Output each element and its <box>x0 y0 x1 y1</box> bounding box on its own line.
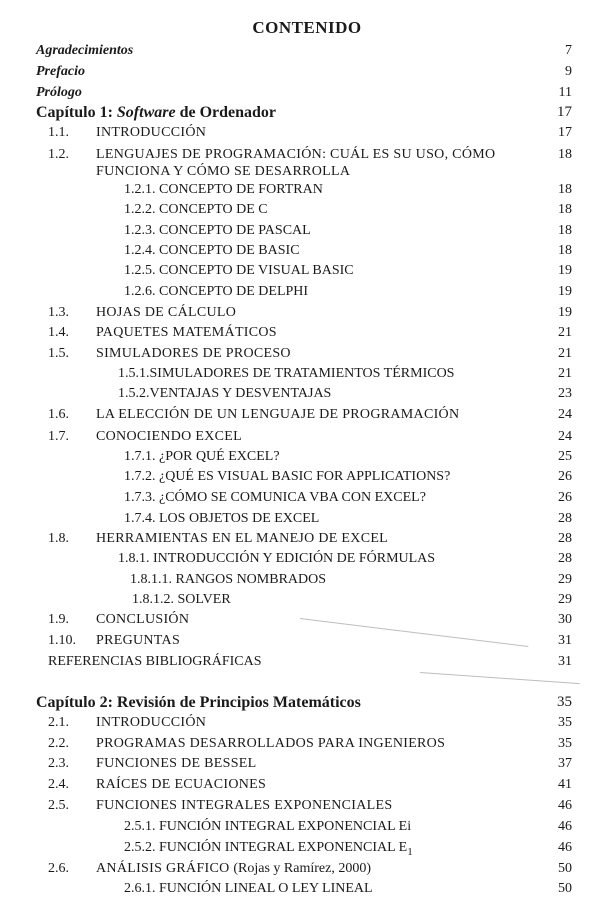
section-text: CONCLUSIÓN <box>96 612 190 627</box>
toc-entry-text: Agradecimientos <box>36 43 134 58</box>
toc-page-number: 46 <box>558 819 572 834</box>
toc-page-number: 19 <box>558 263 572 278</box>
subsection-text: 1.2.6. CONCEPTO DE DELPHI <box>124 284 309 299</box>
chapter-heading: Capítulo 2: Revisión de Principios Matemáticos <box>36 694 361 711</box>
toc-page-number: 28 <box>558 511 572 526</box>
subsection-text: 1.2.5. CONCEPTO DE VISUAL BASIC <box>124 263 354 278</box>
section-text: RAÍCES DE ECUACIONES <box>96 777 267 792</box>
toc-page-number: 41 <box>558 777 572 792</box>
section-text: PREGUNTAS <box>96 633 181 648</box>
toc-page-number: 24 <box>558 407 572 422</box>
section-text: LENGUAJES DE PROGRAMACIÓN: CUÁL ES SU USO, CÓMO <box>96 147 496 162</box>
subsection-text: 1.7.1. ¿POR QUÉ EXCEL? <box>124 449 280 464</box>
toc-page-number: 28 <box>558 551 572 566</box>
toc-page-number: 11 <box>558 85 572 100</box>
toc-page-number: 35 <box>558 715 572 730</box>
section-number: 1.7. <box>48 429 69 444</box>
subsubsection-text: 1.8.1.1. RANGOS NOMBRADOS <box>130 572 327 587</box>
toc-page-number: 18 <box>558 202 572 217</box>
toc-page-number: 26 <box>558 469 572 484</box>
toc-page-number: 28 <box>558 531 572 546</box>
toc-page-number: 21 <box>558 346 572 361</box>
subsection-text: 1.2.4. CONCEPTO DE BASIC <box>124 243 300 258</box>
section-number: 1.5. <box>48 346 69 361</box>
subsection-text: 1.8.1. INTRODUCCIÓN Y EDICIÓN DE FÓRMULAS <box>118 551 436 566</box>
toc-page-number: 30 <box>558 612 572 627</box>
toc-page-number: 21 <box>558 325 572 340</box>
subsection-text: 1.7.4. LOS OBJETOS DE EXCEL <box>124 511 320 526</box>
toc-page-number: 50 <box>558 861 572 876</box>
section-text: INTRODUCCIÓN <box>96 715 207 730</box>
toc-page-number: 24 <box>558 429 572 444</box>
toc-page-number: 35 <box>557 694 572 710</box>
subsection-text: 2.5.1. FUNCIÓN INTEGRAL EXPONENCIAL Ei <box>124 819 412 834</box>
scan-artifact-line <box>300 618 528 647</box>
section-number: 1.2. <box>48 147 69 162</box>
toc-page-number: 31 <box>558 654 572 669</box>
section-number: 2.3. <box>48 756 69 771</box>
subsection-text: 1.7.2. ¿QUÉ ES VISUAL BASIC FOR APPLICATIONS? <box>124 469 451 484</box>
scan-artifact-line <box>420 672 580 684</box>
subsection-text: 2.6.1. FUNCIÓN LINEAL O LEY LINEAL <box>124 881 373 896</box>
toc-page-number: 19 <box>558 284 572 299</box>
toc-page-number: 9 <box>565 64 572 79</box>
subsubsection-text: 1.8.1.2. SOLVER <box>132 592 231 607</box>
toc-page-number: 17 <box>558 125 572 140</box>
toc-page-number: 31 <box>558 633 572 648</box>
section-text: FUNCIONES DE BESSEL <box>96 756 257 771</box>
section-number: 2.4. <box>48 777 69 792</box>
section-text: CONOCIENDO EXCEL <box>96 429 242 444</box>
toc-page-number: 29 <box>558 572 572 587</box>
section-number: 1.10. <box>48 633 76 648</box>
section-text-continued: FUNCIONA Y CÓMO SE DESARROLLA <box>96 164 351 179</box>
toc-page-number: 23 <box>558 386 572 401</box>
subsection-text: 1.2.3. CONCEPTO DE PASCAL <box>124 223 311 238</box>
subsection-text: 1.2.2. CONCEPTO DE C <box>124 202 268 217</box>
section-text: LA ELECCIÓN DE UN LENGUAJE DE PROGRAMACIÓN <box>96 407 460 422</box>
subsection-text: 1.5.1.SIMULADORES DE TRATAMIENTOS TÉRMICOS <box>118 366 455 381</box>
section-text: PROGRAMAS DESARROLLADOS PARA INGENIEROS <box>96 736 446 751</box>
section-number: 2.6. <box>48 861 69 876</box>
toc-page-number: 19 <box>558 305 572 320</box>
section-number: 1.6. <box>48 407 69 422</box>
toc-entry-text: Prefacio <box>36 64 85 79</box>
subsection-text: 1.7.3. ¿CÓMO SE COMUNICA VBA CON EXCEL? <box>124 490 426 505</box>
toc-page-number: 26 <box>558 490 572 505</box>
section-text: SIMULADORES DE PROCESO <box>96 346 291 361</box>
toc-page-number: 50 <box>558 881 572 896</box>
section-number: 2.1. <box>48 715 69 730</box>
section-citation: (Rojas y Ramírez, 2000) <box>233 861 371 876</box>
section-text: HOJAS DE CÁLCULO <box>96 305 237 320</box>
toc-page-number: 18 <box>558 147 572 162</box>
toc-page-number: 29 <box>558 592 572 607</box>
references-text: REFERENCIAS BIBLIOGRÁFICAS <box>48 654 262 669</box>
toc-page-number: 18 <box>558 223 572 238</box>
toc-page-number: 18 <box>558 182 572 197</box>
page-title: CONTENIDO <box>252 18 362 37</box>
section-number: 1.3. <box>48 305 69 320</box>
subscript-index: 1 <box>407 845 413 858</box>
toc-page-number: 46 <box>558 798 572 813</box>
toc-page-number: 37 <box>558 756 572 771</box>
section-text: HERRAMIENTAS EN EL MANEJO DE EXCEL <box>96 531 389 546</box>
toc-page-number: 21 <box>558 366 572 381</box>
section-number: 1.9. <box>48 612 69 627</box>
section-number: 1.8. <box>48 531 69 546</box>
section-number: 1.4. <box>48 325 69 340</box>
subsection-text: 1.5.2.VENTAJAS Y DESVENTAJAS <box>118 386 332 401</box>
section-text: ANÁLISIS GRÁFICO (Rojas y Ramírez, 2000) <box>96 861 371 876</box>
section-number: 2.5. <box>48 798 69 813</box>
toc-page-number: 35 <box>558 736 572 751</box>
subsection-text: 1.2.1. CONCEPTO DE FORTRAN <box>124 182 323 197</box>
toc-page-number: 46 <box>558 840 572 855</box>
section-text: PAQUETES MATEMÁTICOS <box>96 325 277 340</box>
toc-page-number: 7 <box>565 43 572 58</box>
section-number: 2.2. <box>48 736 69 751</box>
section-text: FUNCIONES INTEGRALES EXPONENCIALES <box>96 798 393 813</box>
toc-entry-text: Prólogo <box>36 85 82 100</box>
section-text: INTRODUCCIÓN <box>96 125 207 140</box>
toc-page-number: 17 <box>557 104 572 120</box>
subsection-text: 2.5.2. FUNCIÓN INTEGRAL EXPONENCIAL $E_1$ <box>124 840 413 858</box>
toc-page-number: 18 <box>558 243 572 258</box>
chapter-heading: Capítulo 1: Software de Ordenador <box>36 104 277 121</box>
toc-page-number: 25 <box>558 449 572 464</box>
section-number: 1.1. <box>48 125 69 140</box>
